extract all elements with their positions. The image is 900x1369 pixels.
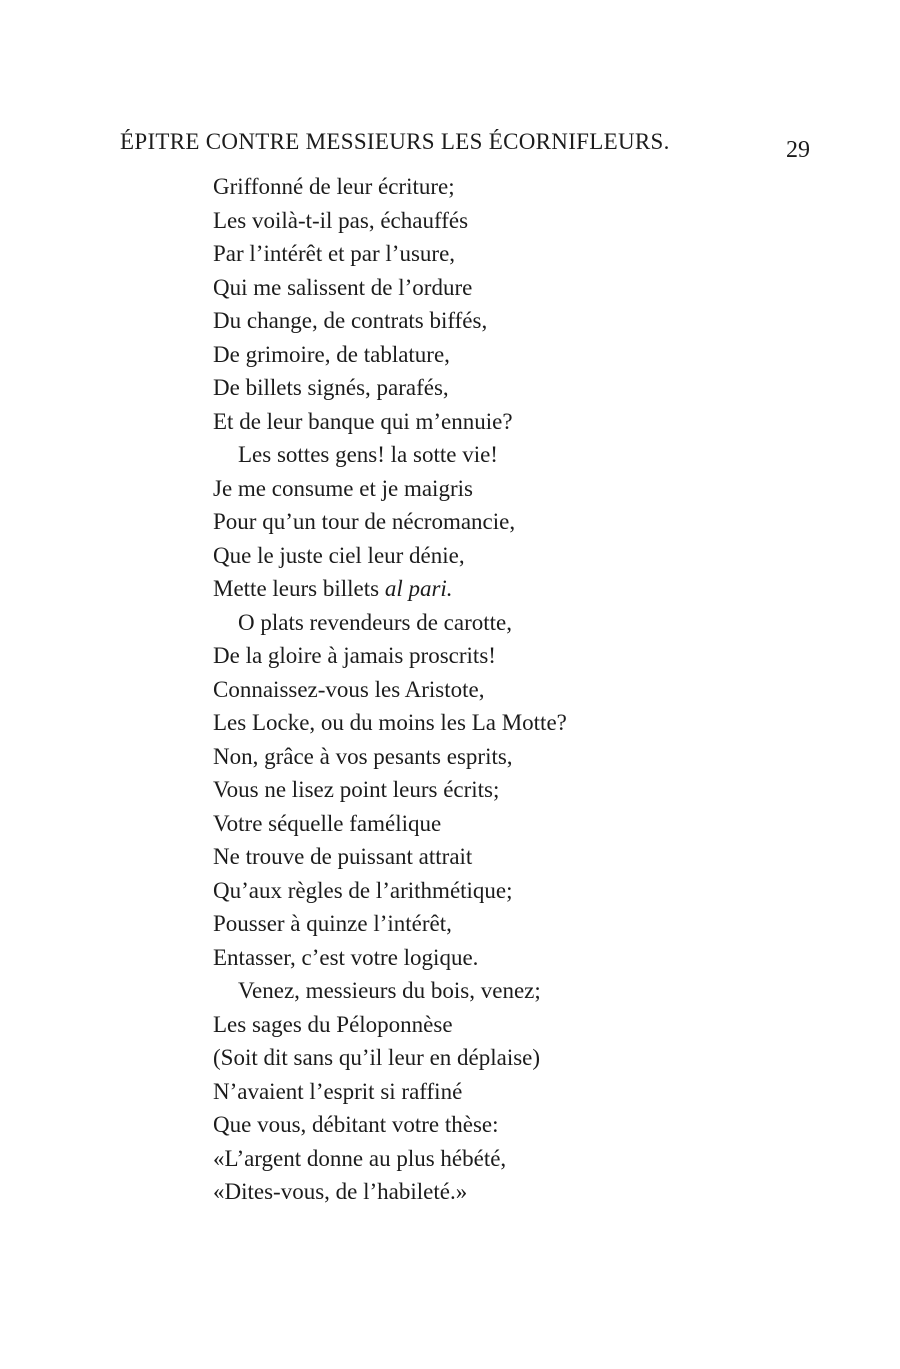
running-title: ÉPITRE CONTRE MESSIEURS LES ÉCORNIFLEURS.: [120, 129, 670, 154]
poem-line-stanza-start: O plats revendeurs de carotte,: [238, 609, 512, 635]
poem-line: Et de leur banque qui m’ennuie?: [213, 408, 513, 434]
poem-line-text: Mette leurs billets: [213, 576, 380, 601]
poem-line: Pousser à quinze l’intérêt,: [213, 911, 452, 936]
poem-line: Les Locke, ou du moins les La Motte?: [213, 710, 567, 735]
poem-text: [213, 170, 833, 1209]
poem-line: Qui me salissent de l’ordure: [213, 274, 473, 300]
poem-line: De billets signés, parafés,: [213, 375, 449, 400]
poem-line-stanza-start: Venez, messieurs du bois, venez;: [238, 978, 541, 1003]
poem-line: Je me consume et je maigris: [213, 475, 473, 501]
poem-line: Que vous, débitant votre thèse:: [213, 1112, 499, 1137]
poem-line: Non, grâce à vos pesants esprits,: [213, 743, 513, 769]
poem-line: Qu’aux règles de l’arithmétique;: [213, 877, 513, 903]
poem-line: «Dites-vous, de l’habileté.»: [213, 1179, 468, 1204]
poem-line: Les voilà-t-il pas, échauffés: [213, 207, 469, 233]
poem-line-stanza-start: Les sottes gens! la sotte vie!: [238, 442, 498, 467]
poem-line: Connaissez-vous les Aristote,: [213, 676, 485, 702]
poem-line: Pour qu’un tour de nécromancie,: [213, 509, 516, 534]
poem-line-with-italic: [213, 572, 833, 606]
page-number: 29: [786, 137, 810, 163]
poem-line: Votre séquelle famélique: [213, 810, 442, 836]
poem-line: Entasser, c’est votre logique.: [213, 944, 479, 970]
poem-line: De la gloire à jamais proscrits!: [213, 643, 496, 668]
poem-line: «L’argent donne au plus hébété,: [213, 1145, 507, 1171]
poem-line: (Soit dit sans qu’il leur en déplaise): [213, 1045, 541, 1070]
poem-line: Par l’intérêt et par l’usure,: [213, 241, 456, 266]
poem-line: De grimoire, de tablature,: [213, 341, 450, 367]
poem-line: Du change, de contrats biffés,: [213, 308, 488, 333]
italic-phrase: al pari.: [384, 576, 453, 601]
poem-line: Ne trouve de puissant attrait: [213, 844, 473, 869]
poem-line: N’avaient l’esprit si raffiné: [213, 1078, 463, 1104]
poem-line: Griffonné de leur écriture;: [213, 174, 455, 199]
poem-line: Que le juste ciel leur dénie,: [213, 542, 465, 568]
page-header: [120, 122, 810, 162]
poem-line: Les sages du Péloponnèse: [213, 1011, 453, 1037]
poem-line: Vous ne lisez point leurs écrits;: [213, 777, 500, 802]
